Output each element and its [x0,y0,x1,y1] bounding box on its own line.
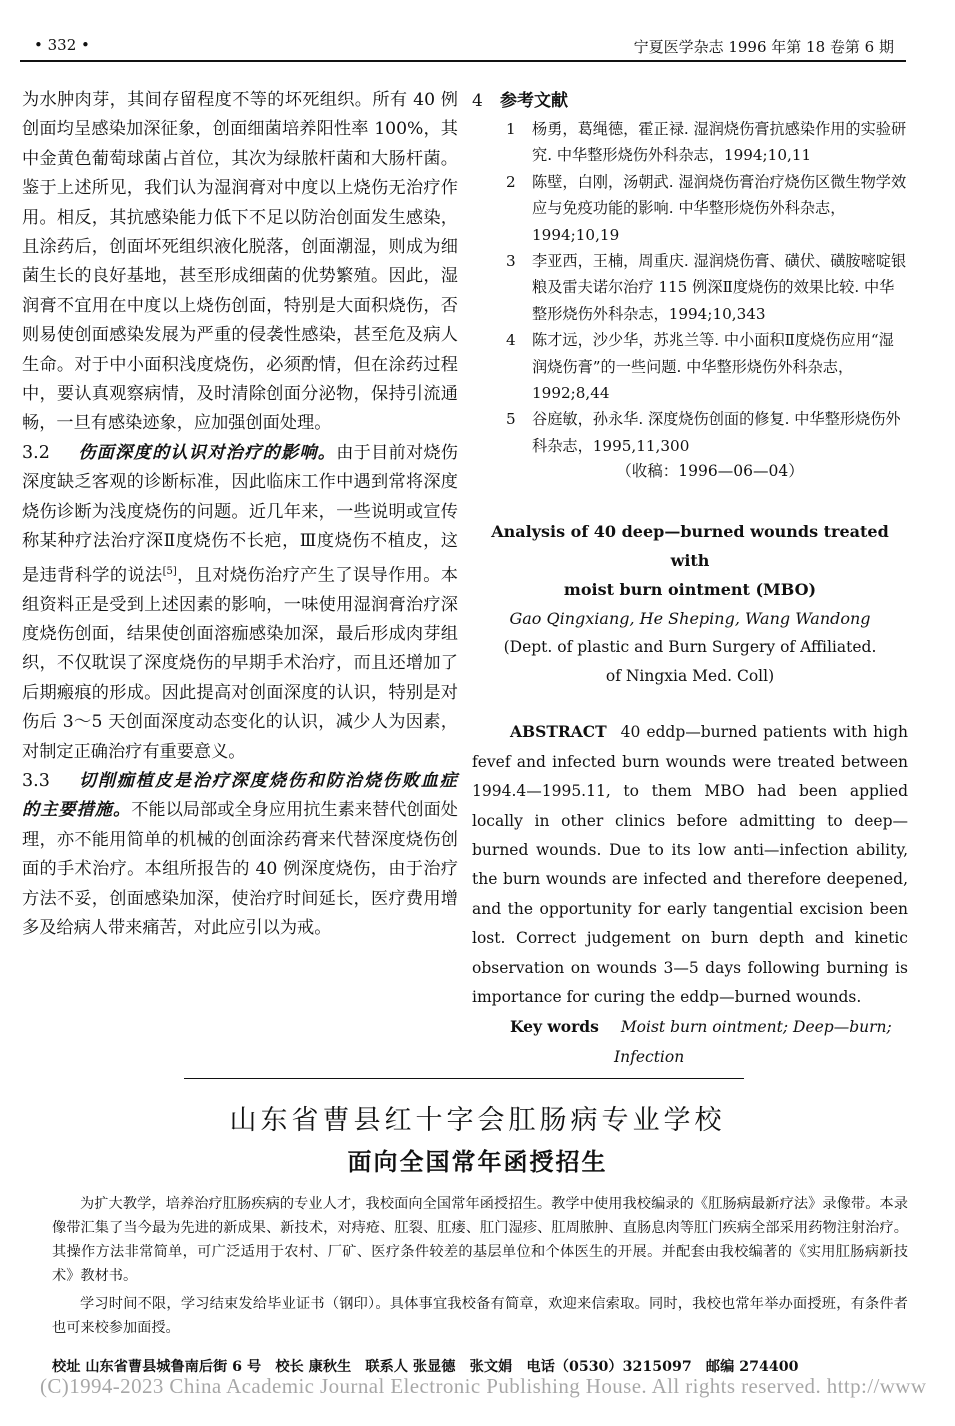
reference-text: 杨勇，葛绳德，霍正禄. 湿润烧伤膏抗感染作用的实验研究. 中华整形烧伤外科杂志，1994;10,11 [532,120,907,165]
page-number: • 332 • [34,36,90,54]
section-title: 伤面深度的认识对治疗的影响。 [78,442,337,463]
section-number: 3.2 [22,442,50,463]
right-column [472,86,908,1072]
reference-item [472,169,908,248]
reference-item [472,116,908,169]
keywords [472,1012,908,1072]
english-title-line: moist burn ointment (MBO) [563,580,817,600]
reference-number: 5 [506,410,516,429]
section-title: 切削痂植皮是治疗深度烧伤和防治烧伤败血症的主要措施。 [22,771,458,821]
reference-text: 陈才远，沙少华，苏兆兰等. 中小面积Ⅱ度烧伤应用“湿润烧伤膏”的一些问题. 中华整形烧伤外科杂志，1992;8,44 [532,331,894,403]
reference-number: 3 [506,252,516,271]
section-number: 3.3 [22,771,50,792]
english-abstract [472,717,908,1012]
keywords-label: Key words [510,1017,599,1037]
affiliation-line: of Ningxia Med. Coll) [605,667,775,686]
section-text: 由于目前对烧伤深度缺乏客观的诊断标准，因此临床工作中遇到常将深度烧伤诊断为浅度烧伤的问题。近几年来，一些说明或宣传称某种疗法治疗深Ⅱ度烧伤不长疤，Ⅲ度烧伤不植皮，这是违背科学的说法 [22,442,458,586]
references-title: 参考文献 [500,91,568,111]
reference-item [472,248,908,327]
reference-text: 谷庭敏，孙永华. 深度烧伤创面的修复. 中华整形烧伤外科杂志，1995,11,300 [532,410,901,455]
advert-subtitle: 面向全国常年函授招生 [347,1148,608,1176]
english-title [472,517,908,604]
reference-item [472,406,908,459]
journal-citation: 宁夏医学杂志 1996 年第 18 卷第 6 期 [633,38,894,56]
section-3-2 [22,439,458,767]
section-divider [184,1078,744,1079]
advert-title: 山东省曹县红十字会肛肠病专业学校 [229,1105,726,1136]
english-affiliation [472,633,908,691]
reference-text: 李亚西，王楠，周重庆. 湿润烧伤膏、磺伏、磺胺嘧啶银粮及雷夫诺尔治疗 115 例深Ⅱ度烧伤的效果比较. 中华整形烧伤外科杂志，1994;10,343 [532,252,907,323]
section-text-cont: ，且对烧伤治疗产生了误导作用。本组资料正是受到上述因素的影响，一味使用湿润膏治疗深度烧伤创面，结果使创面溶痂感染加深，最后形成肉芽组织，不仅耽误了深度烧伤的早期手术治疗，而且还增加了后期瘢痕的形成。因此提高对创面深度的认识，特别是对伤后 3～5 天创面深度动态变化的认识，减少人为因素，对制定正确治疗有重要意义。 [22,565,458,762]
section-text: 不能以局部或全身应用抗生素来替代创面处理，亦不能用简单的机械的创面涂药膏来代替深度烧伤创面的手术治疗。本组所报告的 40 例深度烧伤，由于治疗方法不妥，创面感染加深，使治疗时间延长，医疗费用增多及给病人带来痛苦，对此应引以为戒。 [22,800,458,939]
advert-paragraph: 学习时间不限，学习结束发给毕业证书（钢印）。具体事宜我校备有简章，欢迎来信索取。同时，我校也常年举办面授班，有条件者也可来校参加面授。 [52,1296,908,1336]
reference-number: 1 [506,120,516,138]
abstract-label: ABSTRACT [510,722,607,742]
advert-paragraph: 为扩大教学，培养治疗肛肠疾病的专业人才，我校面向全国常年函授招生。教学中使用我校编录的《肛肠病最新疗法》录像带。本录像带汇集了当今最为先进的新成果、新技术，对痔疮、肛裂、肛瘘、肛门湿疹、肛周脓肿、直肠息肉等肛门疾病全部采用药物注射治疗。其操作方法非常简单，可广泛适用于农村、厂矿、医疗条件较差的基层单位和个体医生的开展。并配套由我校编著的《实用肛肠病新技术》教材书。 [52,1196,908,1284]
english-title-line: Analysis of 40 deep—burned wounds treated with [491,522,889,571]
received-date: （收稿：1996—06—04） [616,462,804,481]
reference-number: 2 [506,172,516,191]
english-authors: Gao Qingxiang, He Sheping, Wang Wandong [509,609,871,629]
citation-marker: [5] [162,565,177,577]
reference-item [472,327,908,406]
running-header [20,34,906,62]
abstract-text: 40 eddp—burned patients with high fevef and infected burn wounds were treated between 1994.4—1995.11, to them MBO had been applied locally in other clinics before admitting to deep—burned wounds. Due to its low anti—infection ability, the burn wounds are infected and therefore deepened, and the opportunity for early tangential excision been lost. Correct judgement on burn depth and kinetic observation on wounds 3—5 days following burning is importance for curing the eddp—burned wounds. [472,723,908,1006]
advert-body [52,1192,908,1340]
left-column [22,86,458,944]
reference-text: 陈壁，白刚，汤朝武. 湿润烧伤膏治疗烧伤区微生物学效应与免疫功能的影响. 中华整形烧伤外科杂志，1994;10,19 [532,172,907,244]
reference-number: 4 [506,331,516,350]
copyright-watermark: (C)1994-2023 China Academic Journal Electronic Publishing House. All rights reserved. http://www [40,1374,927,1398]
paragraph-continuation: 为水肿肉芽，其间存留程度不等的坏死组织。所有 40 例创面均呈感染加深征象，创面细菌培养阳性率 100%，其中金黄色葡萄球菌占首位，其次为绿脓杆菌和大肠杆菌。鉴于上述所见，我们认为湿润膏对中度以上烧伤无治疗作用。相反，其抗感染能力低下不足以防治创面发生感染，且涂药后，创面坏死组织液化脱落，创面潮湿，则成为细菌生长的良好基地，甚至形成细菌的优势繁殖。因此，湿润膏不宜用在中度以上烧伤创面，特别是大面积烧伤，否则易使创面感染发展为严重的侵袭性感染，甚至危及病人生命。对于中小面积浅度烧伤，必须酌情，但在涂药过程中，要认真观察病情，及时清除创面分泌物，保持引流通畅，一旦有感染迹象，应加强创面处理。 [22,90,458,434]
affiliation-line: (Dept. of plastic and Burn Surgery of Affiliated. [503,638,877,657]
references-heading [472,86,908,116]
keywords-text-last: Infection [614,1047,685,1066]
advert-contact: 校址 山东省曹县城鲁南后街 6 号 校长 康秋生 联系人 张显德 张文娟 电话（0530）3215097 邮编 274400 [52,1359,799,1375]
keywords-text: Moist burn ointment; Deep—burn; [620,1018,892,1037]
section-3-3 [22,767,458,943]
references-number: 4 [472,91,483,111]
